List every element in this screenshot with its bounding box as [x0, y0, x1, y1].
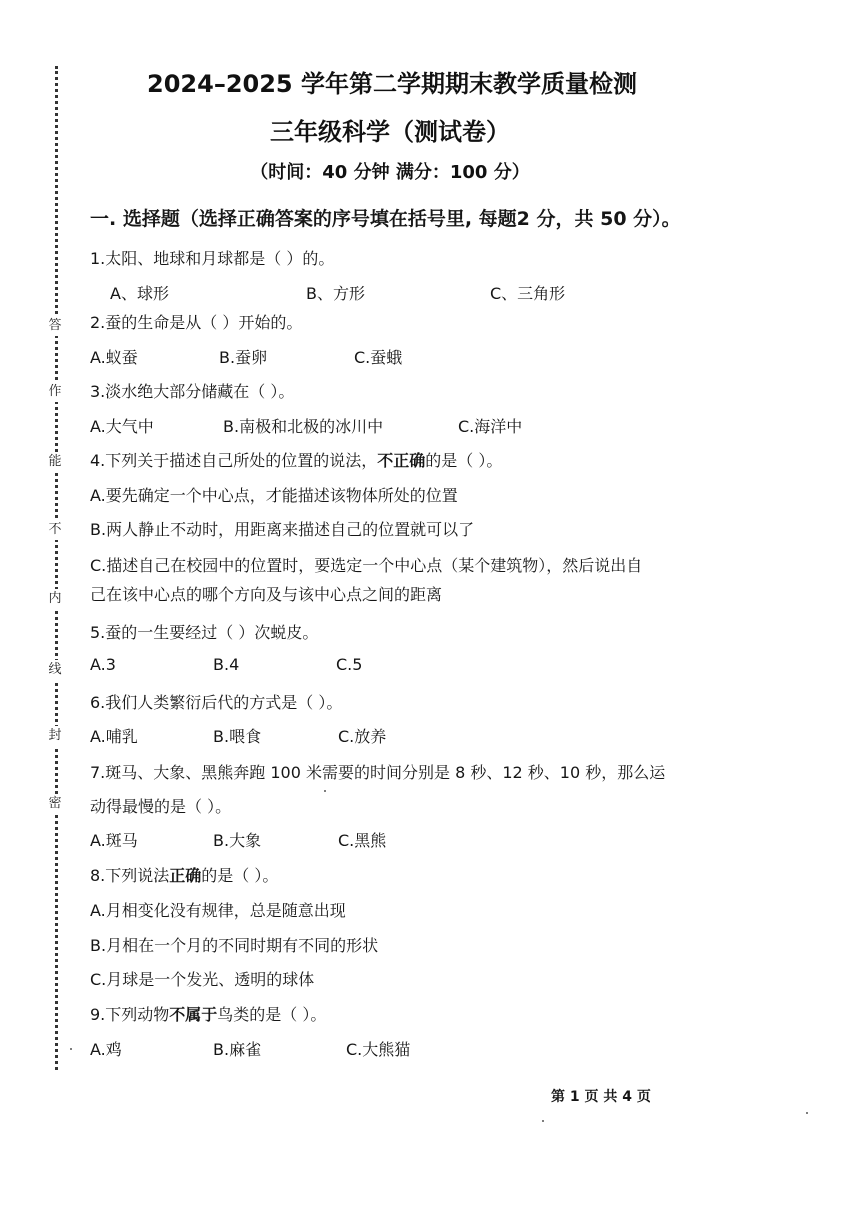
question-option: A.要先确定一个中心点，才能描述该物体所处的位置: [90, 486, 458, 505]
question-option: B.蚕卵: [219, 348, 268, 367]
binding-char: 答: [46, 316, 64, 336]
question-option: C.描述自己在校园中的位置时，要选定一个中心点（某个建筑物），然后说出自: [90, 556, 643, 575]
exam-subtitle: 三年级科学（测试卷）: [270, 118, 510, 146]
question-option: C.5: [336, 655, 363, 674]
question-option: A、球形: [110, 284, 169, 303]
stem-emphasis: 不属于: [169, 1005, 218, 1024]
question-option: C、三角形: [490, 284, 566, 303]
scan-speck: [70, 1048, 72, 1050]
question-option: A.蚁蚕: [90, 348, 138, 367]
question-option: B.南极和北极的冰川中: [223, 417, 384, 436]
question-option: C.大熊猫: [346, 1040, 411, 1059]
binding-char: 密: [46, 794, 64, 814]
binding-dotted-line: [55, 66, 58, 1070]
binding-char: 封: [46, 726, 64, 746]
question-stem: [90, 448, 502, 471]
question-option: A.哺乳: [90, 727, 138, 746]
question-option-continued: 己在该中心点的哪个方向及与该中心点之间的距离: [90, 585, 443, 604]
binding-char: 不: [46, 520, 64, 540]
question-stem: 6.我们人类繁衍后代的方式是（ ）。: [90, 693, 343, 712]
question-option: C.放养: [338, 727, 387, 746]
stem-text: 4.下列关于描述自己所处的位置的说法，: [90, 451, 378, 470]
question-stem: [90, 1002, 326, 1025]
scan-speck: [806, 1112, 808, 1114]
question-stem: 2.蚕的生命是从（ ）开始的。: [90, 313, 303, 332]
question-option: B.4: [213, 655, 240, 674]
question-option: C.蚕蛾: [354, 348, 403, 367]
question-option: A.3: [90, 655, 116, 674]
question-option: A.鸡: [90, 1040, 122, 1059]
question-option: C.海洋中: [458, 417, 523, 436]
stem-text: 的是（ ）。: [425, 451, 503, 470]
question-stem: [90, 863, 278, 886]
question-stem: 5.蚕的一生要经过（ ）次蜕皮。: [90, 623, 319, 642]
question-option: B.麻雀: [213, 1040, 262, 1059]
page-number: 第 1 页 共 4 页: [551, 1089, 651, 1105]
stem-text: 8.下列说法: [90, 866, 170, 885]
question-option: B.月相在一个月的不同时期有不同的形状: [90, 936, 379, 955]
stem-text: 9.下列动物: [90, 1005, 170, 1024]
question-stem-continued: 动得最慢的是（ ）。: [90, 797, 232, 816]
question-option: A.斑马: [90, 831, 138, 850]
scan-speck: [542, 1120, 544, 1122]
exam-meta: （时间：40 分钟 满分：100 分）: [250, 162, 530, 183]
question-option: C.月球是一个发光、透明的球体: [90, 970, 315, 989]
question-option: B.大象: [213, 831, 262, 850]
stem-emphasis: 不正确: [377, 451, 426, 470]
stem-text: 鸟类的是（ ）。: [217, 1005, 327, 1024]
binding-char: 作: [46, 382, 64, 402]
exam-title: 2024–2025 学年第二学期期末教学质量检测: [147, 70, 637, 98]
question-option: B.两人静止不动时，用距离来描述自己的位置就可以了: [90, 520, 475, 539]
stem-emphasis: 正确: [169, 866, 202, 885]
question-stem: 1.太阳、地球和月球都是（ ）的。: [90, 249, 335, 268]
question-option: B.喂食: [213, 727, 262, 746]
question-option: A.大气中: [90, 417, 154, 436]
question-stem: 7.斑马、大象、黑熊奔跑 100 米需要的时间分别是 8 秒、12 秒、10 秒，那么运: [90, 763, 666, 782]
question-option: B、方形: [306, 284, 365, 303]
scan-speck: [324, 790, 326, 792]
stem-text: 的是（ ）。: [201, 866, 279, 885]
question-option: A.月相变化没有规律，总是随意出现: [90, 901, 346, 920]
binding-char: 内: [46, 589, 64, 609]
question-option: C.黑熊: [338, 831, 387, 850]
question-stem: 3.淡水绝大部分储藏在（ ）。: [90, 382, 295, 401]
section-heading: 一. 选择题（选择正确答案的序号填在括号里, 每题2 分，共 50 分）。: [90, 208, 681, 230]
binding-char: 线: [46, 660, 64, 680]
binding-char: 能: [46, 452, 64, 472]
